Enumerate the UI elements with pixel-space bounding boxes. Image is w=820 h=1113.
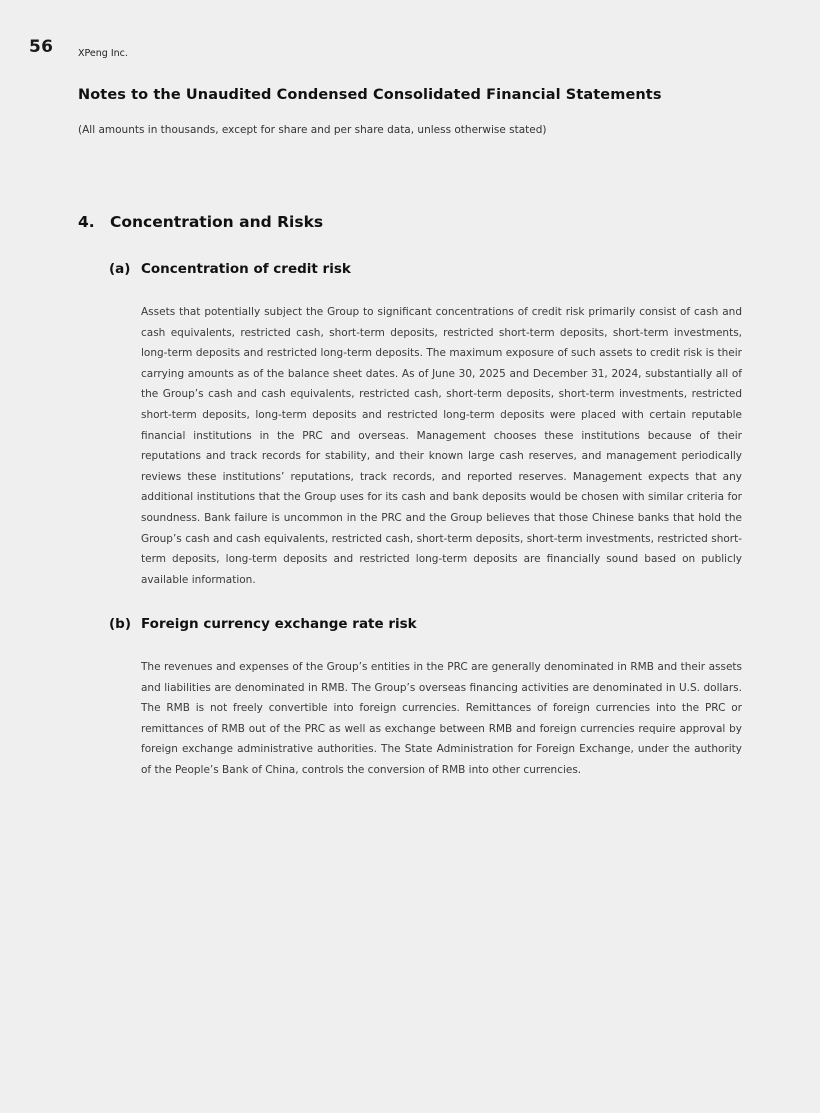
subsection-heading-fx-risk	[109, 616, 417, 632]
subsection-heading-credit-risk	[109, 261, 351, 277]
document-subtitle: (All amounts in thousands, except for share and per share data, unless otherwise stated)	[78, 124, 547, 136]
section-title: Concentration and Risks	[110, 213, 324, 231]
subsection-title: Concentration of credit risk	[141, 261, 351, 277]
paragraph-credit-risk: Assets that potentially subject the Group to significant concentrations of credit risk primarily consist of cash and cash equivalents, restricted cash, short-term deposits, restricted short-term deposits, short-term investments, long-term deposits and restricted long-term deposits. The maximum exposure of such assets to credit risk is their carrying amounts as of the balance sheet dates. As of June 30, 2025 and December 31, 2024, substantially all of the Group’s cash and cash equivalents, restricted cash, short-term deposits, short-term investments, restricted short-term deposits, long-term deposits and restricted long-term deposits were placed with certain reputable financial institutions in the PRC and overseas. Management chooses these institutions because of their reputations and track records for stability, and their known large cash reserves, and management periodically reviews these institutions’ reputations, track records, and reported reserves. Management expects that any additional institutions that the Group uses for its cash and bank deposits would be chosen with similar criteria for soundness. Bank failure is uncommon in the PRC and the Group believes that those Chinese banks that hold the Group’s cash and cash equivalents, restricted cash, short-term deposits, short-term investments, restricted short-term deposits, long-term deposits and restricted long-term deposits are financially sound based on publicly available information.	[141, 306, 742, 586]
section-number: 4.	[78, 213, 95, 231]
subsection-label: (a)	[109, 261, 131, 277]
paragraph-fx-risk: The revenues and expenses of the Group’s entities in the PRC are generally denominated in RMB and their assets and liabilities are denominated in RMB. The Group’s overseas financing activities are denominated in U.S. dollars. The RMB is not freely convertible into foreign currencies. Remittances of foreign currencies into the PRC or remittances of RMB out of the PRC as well as exchange between RMB and foreign currencies require approval by foreign exchange administrative authorities. The State Administration for Foreign Exchange, under the authority of the People’s Bank of China, controls the conversion of RMB into other currencies.	[141, 661, 742, 776]
subsection-label: (b)	[109, 616, 132, 632]
subsection-title: Foreign currency exchange rate risk	[141, 616, 417, 632]
page-number: 56	[29, 37, 54, 57]
document-title: Notes to the Unaudited Condensed Consolidated Financial Statements	[78, 87, 662, 103]
company-name: XPeng Inc.	[78, 48, 128, 59]
section-heading	[78, 213, 323, 231]
